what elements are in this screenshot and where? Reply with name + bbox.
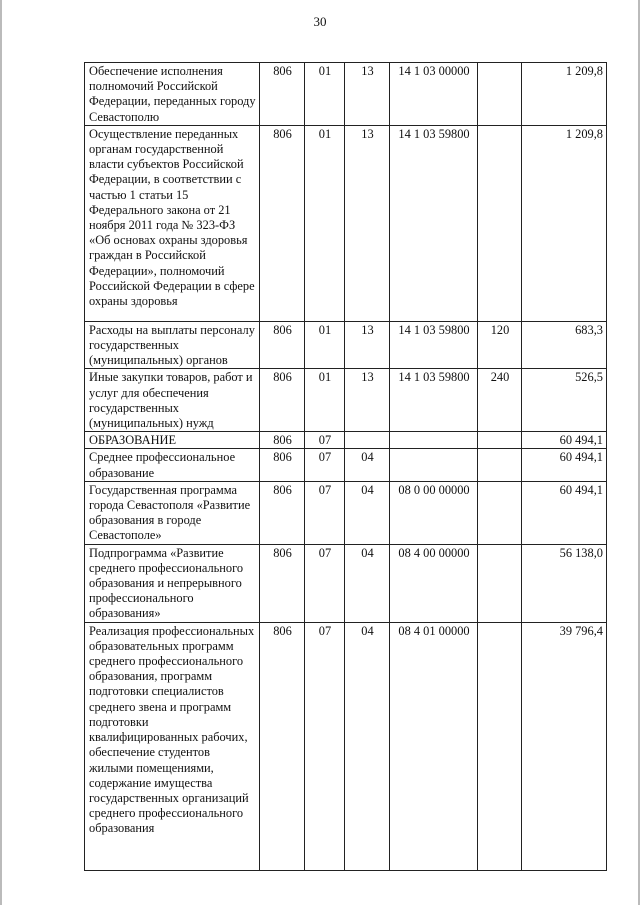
budget-table xyxy=(84,62,607,871)
row-name: Реализация профессиональных образовательных программ среднего профессионального образования, программ подготовки специалистов среднего звена и программ подготовки квалифицированных рабочих, обеспечение студентов жилыми помещениями, содержание имущества государственных организаций среднего профессионального образования xyxy=(85,622,260,870)
page-number: 30 xyxy=(313,14,327,29)
row-csr: 14 1 03 59800 xyxy=(390,125,478,321)
row-pr: 04 xyxy=(345,544,390,622)
table-row xyxy=(85,63,607,126)
row-sum: 60 494,1 xyxy=(522,432,607,449)
row-name: Подпрограмма «Развитие среднего профессионального образования и непрерывного профессионального образования» xyxy=(85,544,260,622)
table-row xyxy=(85,481,607,544)
table-row xyxy=(85,449,607,481)
row-rz: 07 xyxy=(305,622,345,870)
row-ved: 806 xyxy=(260,321,305,369)
row-sum: 39 796,4 xyxy=(522,622,607,870)
table-row xyxy=(85,321,607,369)
row-name: Среднее профессиональное образование xyxy=(85,449,260,481)
row-rz: 07 xyxy=(305,449,345,481)
row-rz: 07 xyxy=(305,481,345,544)
row-pr: 13 xyxy=(345,321,390,369)
row-name: Расходы на выплаты персоналу государственных (муниципальных) органов xyxy=(85,321,260,369)
row-sum: 56 138,0 xyxy=(522,544,607,622)
row-csr: 14 1 03 00000 xyxy=(390,63,478,126)
row-pr: 04 xyxy=(345,622,390,870)
row-vr xyxy=(478,622,522,870)
row-rz: 01 xyxy=(305,63,345,126)
table-row xyxy=(85,544,607,622)
row-ved: 806 xyxy=(260,125,305,321)
table-row xyxy=(85,432,607,449)
row-rz: 07 xyxy=(305,432,345,449)
row-name: ОБРАЗОВАНИЕ xyxy=(85,432,260,449)
row-ved: 806 xyxy=(260,622,305,870)
row-csr: 08 4 01 00000 xyxy=(390,622,478,870)
row-name: Осуществление переданных органам государственной власти субъектов Российской Федерации, в соответствии с частью 1 статьи 15 Федерального закона от 21 ноября 2011 года № 323-ФЗ «Об основах охраны здоровья граждан в Российской Федерации», полномочий Российской Федерации в сфере охраны здоровья xyxy=(85,125,260,321)
row-csr: 14 1 03 59800 xyxy=(390,321,478,369)
row-ved: 806 xyxy=(260,369,305,432)
table-row xyxy=(85,125,607,321)
scan-edge-left xyxy=(0,0,2,905)
row-name: Государственная программа города Севастополя «Развитие образования в городе Севастополе» xyxy=(85,481,260,544)
row-name: Иные закупки товаров, работ и услуг для обеспечения государственных (муниципальных) нужд xyxy=(85,369,260,432)
row-ved: 806 xyxy=(260,63,305,126)
row-vr xyxy=(478,481,522,544)
row-vr xyxy=(478,544,522,622)
row-sum: 683,3 xyxy=(522,321,607,369)
row-vr xyxy=(478,125,522,321)
row-rz: 07 xyxy=(305,544,345,622)
row-sum: 1 209,8 xyxy=(522,125,607,321)
row-csr: 08 0 00 00000 xyxy=(390,481,478,544)
row-pr: 13 xyxy=(345,125,390,321)
row-rz: 01 xyxy=(305,321,345,369)
row-ved: 806 xyxy=(260,449,305,481)
row-csr: 08 4 00 00000 xyxy=(390,544,478,622)
row-sum: 60 494,1 xyxy=(522,449,607,481)
row-pr: 13 xyxy=(345,63,390,126)
row-vr: 240 xyxy=(478,369,522,432)
row-pr: 04 xyxy=(345,481,390,544)
row-csr: 14 1 03 59800 xyxy=(390,369,478,432)
row-ved: 806 xyxy=(260,544,305,622)
row-csr xyxy=(390,432,478,449)
row-csr xyxy=(390,449,478,481)
row-vr xyxy=(478,449,522,481)
row-vr xyxy=(478,432,522,449)
row-name: Обеспечение исполнения полномочий Российской Федерации, переданных городу Севастополю xyxy=(85,63,260,126)
row-pr: 13 xyxy=(345,369,390,432)
row-rz: 01 xyxy=(305,369,345,432)
row-rz: 01 xyxy=(305,125,345,321)
table-row xyxy=(85,622,607,870)
table-row xyxy=(85,369,607,432)
row-sum: 526,5 xyxy=(522,369,607,432)
row-ved: 806 xyxy=(260,481,305,544)
row-pr: 04 xyxy=(345,449,390,481)
row-sum: 60 494,1 xyxy=(522,481,607,544)
row-ved: 806 xyxy=(260,432,305,449)
row-vr: 120 xyxy=(478,321,522,369)
row-sum: 1 209,8 xyxy=(522,63,607,126)
row-vr xyxy=(478,63,522,126)
row-pr xyxy=(345,432,390,449)
